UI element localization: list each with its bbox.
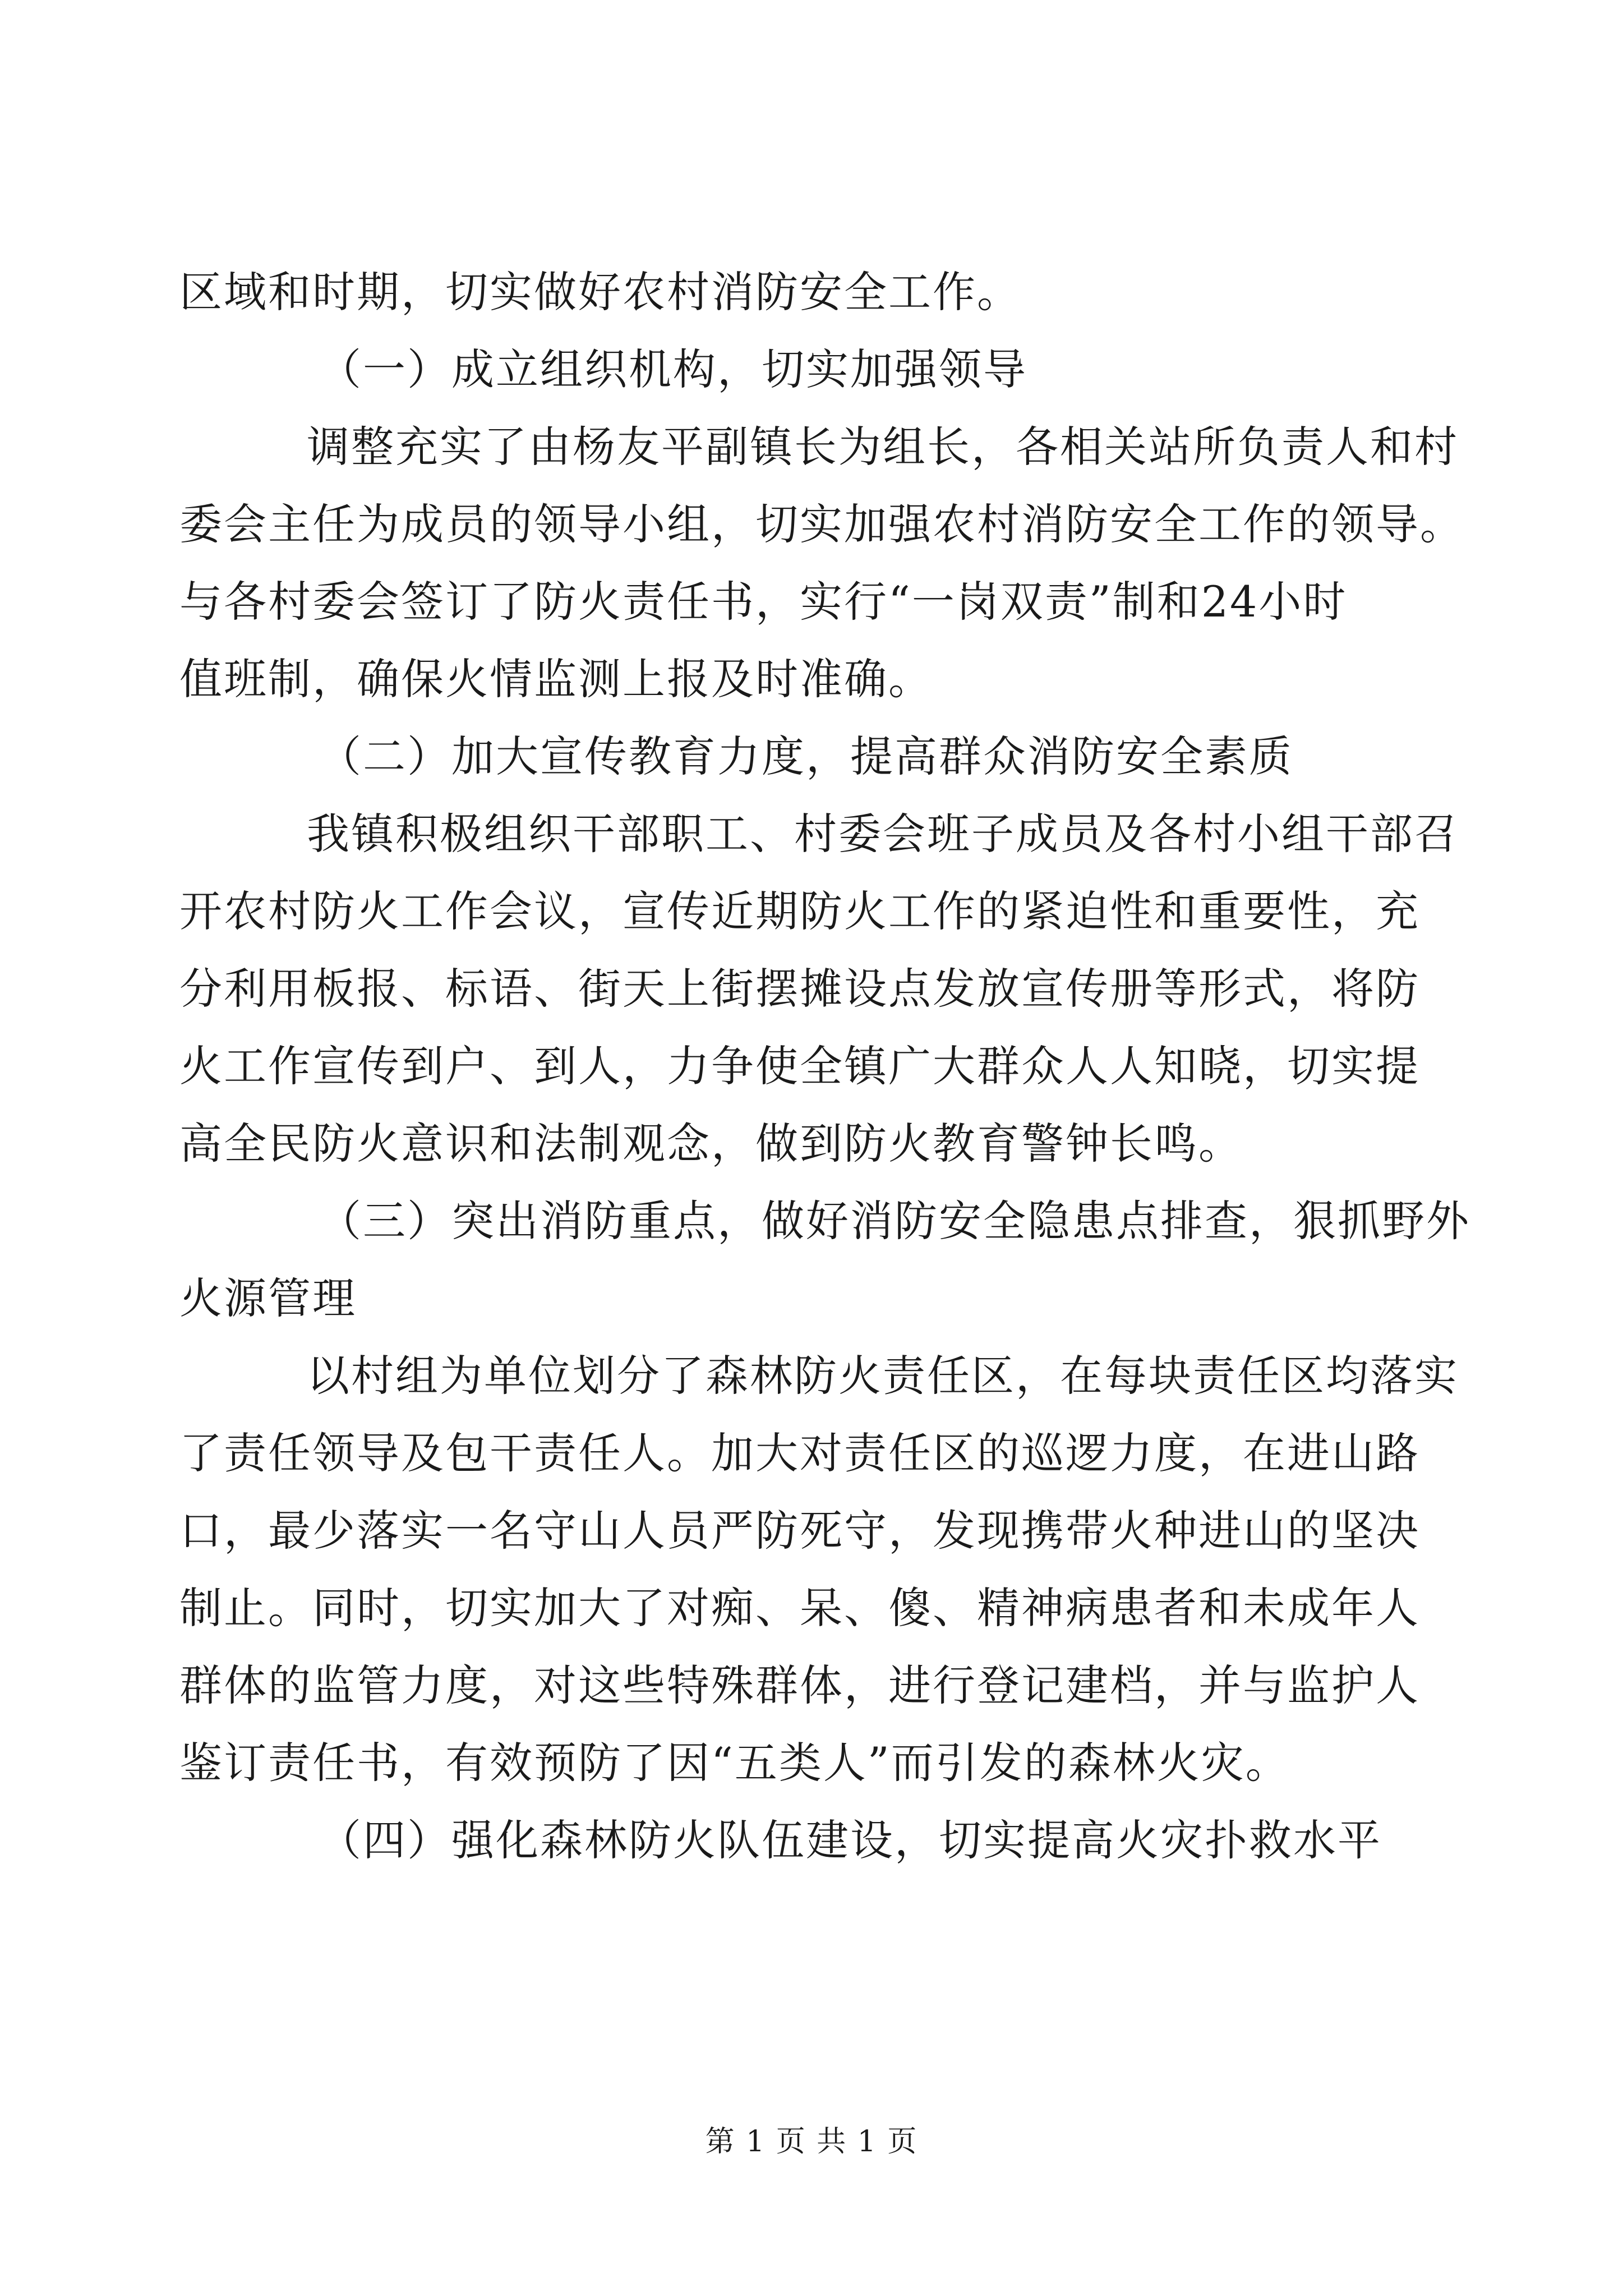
section-heading-continued: 火源管理 <box>179 1273 357 1323</box>
section-heading: （三）突出消防重点，做好消防安全隐患点排查，狠抓野外 <box>319 1196 1470 1246</box>
text-line: 我镇积极组织干部职工、村委会班子成员及各村小组干部召 <box>307 809 1459 859</box>
text-line: 火工作宣传到户、到人，力争使全镇广大群众人人知晓，切实提 <box>179 1041 1420 1091</box>
text-line: 值班制，确保火情监测上报及时准确。 <box>179 654 933 704</box>
text-line: 以村组为单位划分了森林防火责任区，在每块责任区均落实 <box>307 1351 1459 1401</box>
text-line: 高全民防火意识和法制观念，做到防火教育警钟长鸣。 <box>179 1119 1243 1168</box>
section-heading: （二）加大宣传教育力度，提高群众消防安全素质 <box>319 731 1293 781</box>
text-line: 开农村防火工作会议，宣传近期防火工作的紧迫性和重要性，充 <box>179 886 1420 936</box>
text-line: 委会主任为成员的领导小组，切实加强农村消防安全工作的领导。 <box>179 499 1464 549</box>
text-line: 了责任领导及包干责任人。加大对责任区的巡逻力度，在进山路 <box>179 1428 1420 1478</box>
text-line: 群体的监管力度，对这些特殊群体，进行登记建档，并与监护人 <box>179 1660 1420 1710</box>
text-line: 鉴订责任书，有效预防了因“五类人”而引发的森林火灾。 <box>179 1738 1290 1788</box>
text-line: 区域和时期，切实做好农村消防安全工作。 <box>179 267 1021 317</box>
text-line: 制止。同时，切实加大了对痴、呆、傻、精神病患者和未成年人 <box>179 1583 1420 1633</box>
text-line: 分利用板报、标语、街天上街摆摊设点发放宣传册等形式，将防 <box>179 964 1420 1014</box>
text-line: 与各村委会签订了防火责任书，实行“一岗双责”制和24小时 <box>179 577 1348 627</box>
text-line: 调整充实了由杨友平副镇长为组长，各相关站所负责人和村 <box>307 422 1459 472</box>
section-heading: （四）强化森林防火队伍建设，切实提高火灾扑救水平 <box>319 1815 1382 1865</box>
text-line: 口，最少落实一名守山人员严防死守，发现携带火种进山的坚决 <box>179 1506 1420 1556</box>
document-body <box>179 254 1470 1879</box>
section-heading: （一）成立组织机构，切实加强领导 <box>319 344 1027 394</box>
page-number-footer: 第 1 页 共 1 页 <box>705 2125 918 2159</box>
